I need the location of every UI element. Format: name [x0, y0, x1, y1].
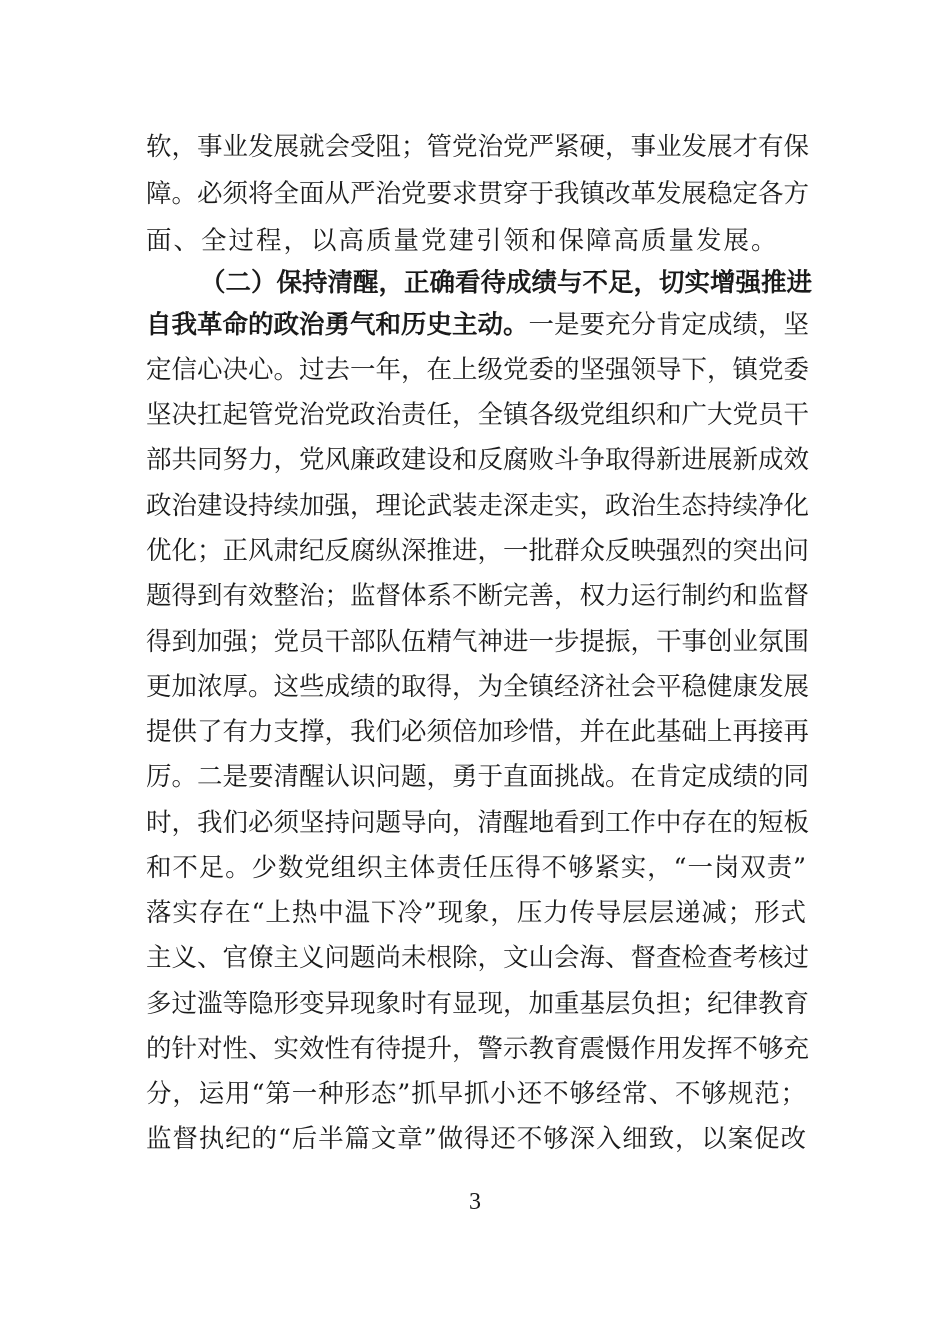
body-text-line: 题得到有效整治；监督体系不断完善，权力运行制约和监督	[146, 581, 810, 611]
body-text-line: 的针对性、实效性有待提升，警示教育震慑作用发挥不够充	[146, 1034, 810, 1064]
body-text-line: 监督执纪的“后半篇文章”做得还不够深入细致，以案促改	[146, 1124, 806, 1154]
section-heading-end: 自我革命的政治勇气和历史主动。	[146, 310, 529, 340]
body-text-line: 落实存在“上热中温下冷”现象，压力传导层层递减；形式	[146, 898, 806, 928]
body-text-line: 得到加强；党员干部队伍精气神进一步提振，干事创业氛围	[146, 627, 810, 657]
body-text-line: 主义、官僚主义问题尚未根除，文山会海、督查检查考核过	[146, 943, 810, 973]
body-text-line: 坚决扛起管党治党政治责任，全镇各级党组织和广大党员干	[146, 400, 810, 430]
section-heading-line: （二）保持清醒，正确看待成绩与不足，切实增强推进	[200, 268, 813, 298]
body-text-line: 部共同努力，党风廉政建设和反腐败斗争取得新进展新成效	[146, 445, 810, 475]
body-text-line: 政治建设持续加强，理论武装走深走实，政治生态持续净化	[146, 491, 810, 521]
body-text-line: 定信心决心。过去一年，在上级党委的坚强领导下，镇党委	[146, 355, 810, 385]
body-text-line: 分，运用“第一种形态”抓早抓小还不够经常、不够规范；	[146, 1079, 806, 1109]
body-text-line: 和不足。少数党组织主体责任压得不够紧实，“一岗双责”	[146, 853, 806, 883]
body-text-line: 障。必须将全面从严治党要求贯穿于我镇改革发展稳定各方	[146, 179, 810, 209]
body-text-line: 厉。二是要清醒认识问题，勇于直面挑战。在肯定成绩的同	[146, 762, 810, 792]
body-text-line: 更加浓厚。这些成绩的取得，为全镇经济社会平稳健康发展	[146, 672, 810, 702]
section-heading-continued	[146, 305, 810, 345]
body-text-line: 软，事业发展就会受阻；管党治党严紧硬，事业发展才有保	[146, 132, 810, 162]
page-number: 3	[469, 1189, 481, 1215]
body-text-line: 提供了有力支撑，我们必须倍加珍惜，并在此基础上再接再	[146, 717, 810, 747]
body-text-line: 面、全过程，以高质量党建引领和保障高质量发展。	[146, 226, 779, 256]
body-text-segment: 一是要充分肯定成绩，坚	[528, 310, 810, 340]
body-text-line: 多过滥等隐形变异现象时有显现，加重基层负担；纪律教育	[146, 989, 810, 1019]
body-text-line: 优化；正风肃纪反腐纵深推进，一批群众反映强烈的突出问	[146, 536, 810, 566]
body-text-line: 时，我们必须坚持问题导向，清醒地看到工作中存在的短板	[146, 808, 810, 838]
